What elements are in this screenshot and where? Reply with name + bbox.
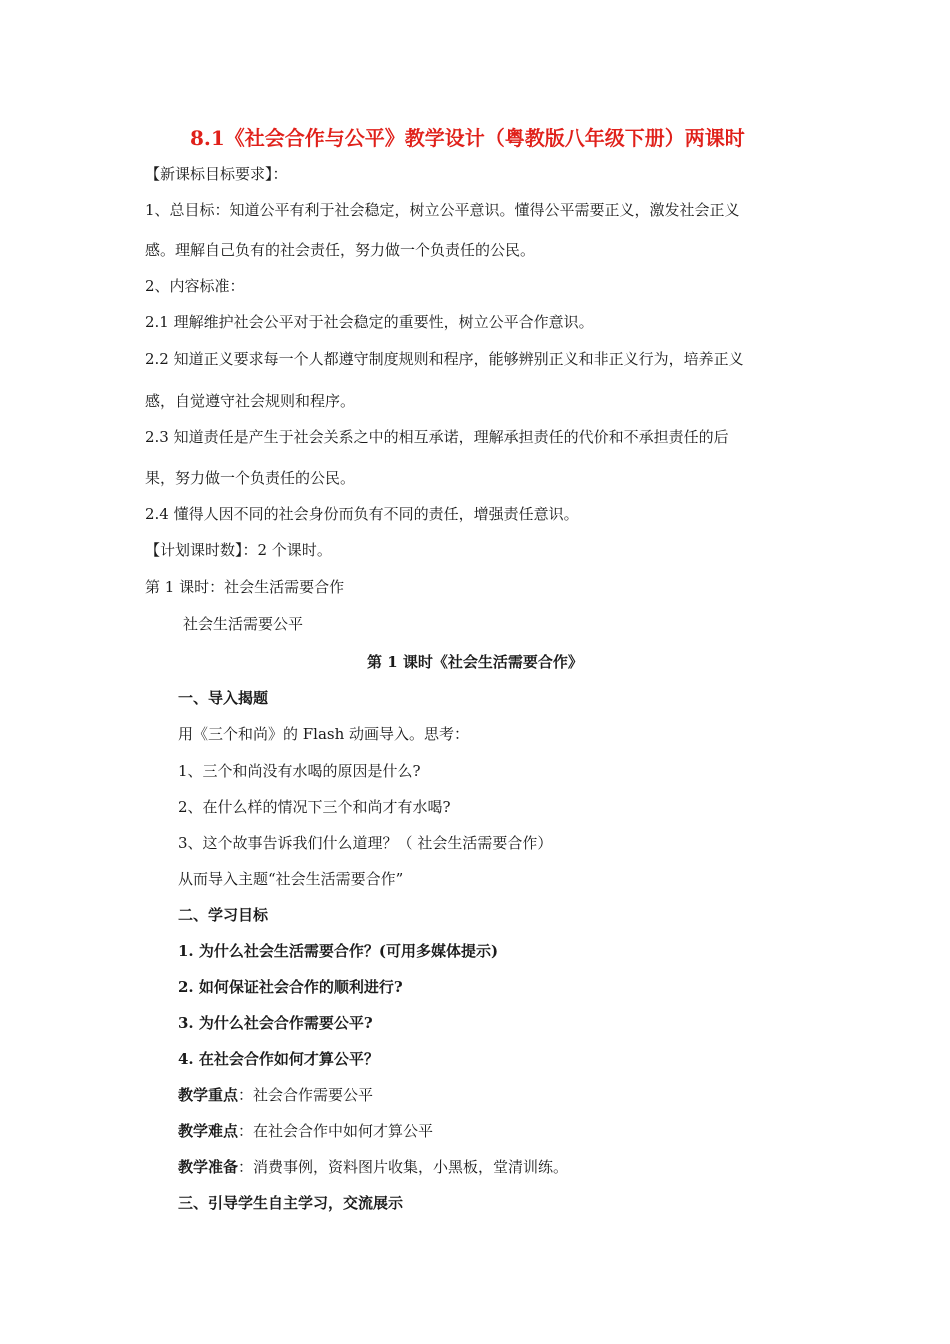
section3-heading: 三、引导学生自主学习，交流展示 bbox=[178, 1194, 404, 1212]
lesson1-label: 第 1 课时：社会生活需要合作 bbox=[145, 578, 345, 596]
key-point bbox=[178, 1085, 373, 1105]
goal-2: 2. 如何保证社会合作的顺利进行? bbox=[178, 978, 403, 996]
document-title: 8.1《社会合作与公平》教学设计（粤教版八年级下册）两课时 bbox=[190, 126, 745, 150]
goal-3: 3. 为什么社会合作需要公平? bbox=[178, 1014, 373, 1032]
lesson2-label: 社会生活需要公平 bbox=[183, 615, 304, 633]
question-3: 3、这个故事告诉我们什么道理？（ 社会生活需要合作） bbox=[178, 834, 553, 852]
standard-2-2-line2: 感，自觉遵守社会规则和程序。 bbox=[145, 392, 356, 410]
overall-goal-line1: 1、总目标：知道公平有利于社会稳定，树立公平意识。懂得公平需要正义，激发社会正义 bbox=[145, 201, 740, 219]
content-standard-heading: 2、内容标准： bbox=[145, 277, 245, 295]
question-2: 2、在什么样的情况下三个和尚才有水喝? bbox=[178, 798, 451, 816]
overall-goal-line2: 感。理解自己负有的社会责任，努力做一个负责任的公民。 bbox=[145, 241, 536, 259]
lesson1-heading: 第 1 课时《社会生活需要合作》 bbox=[367, 653, 583, 671]
preparation-label: 教学准备 bbox=[178, 1158, 239, 1176]
goal-4: 4. 在社会合作如何才算公平？ bbox=[178, 1050, 379, 1068]
difficulty-text: ：在社会合作中如何才算公平 bbox=[238, 1122, 434, 1140]
standard-2-3-line2: 果，努力做一个负责任的公民。 bbox=[145, 469, 356, 487]
intro-text: 用《三个和尚》的 Flash 动画导入。思考： bbox=[178, 725, 470, 743]
standard-2-4: 2.4 懂得人因不同的社会身份而负有不同的责任，增强责任意识。 bbox=[145, 505, 579, 523]
preparation-text: ：消费事例，资料图片收集，小黑板，堂清训练。 bbox=[238, 1158, 569, 1176]
key-point-text: ：社会合作需要公平 bbox=[238, 1086, 374, 1104]
preparation bbox=[178, 1157, 568, 1177]
standard-2-1: 2.1 理解维护社会公平对于社会稳定的重要性，树立公平合作意识。 bbox=[145, 313, 594, 331]
key-point-label: 教学重点 bbox=[178, 1086, 239, 1104]
standard-2-2-line1: 2.2 知道正义要求每一个人都遵守制度规则和程序，能够辨别正义和非正义行为，培养正义 bbox=[145, 350, 744, 368]
section1-heading: 一、导入揭题 bbox=[178, 689, 269, 707]
difficulty bbox=[178, 1121, 433, 1141]
question-1: 1、三个和尚没有水喝的原因是什么? bbox=[178, 762, 421, 780]
difficulty-label: 教学难点 bbox=[178, 1122, 239, 1140]
lead-topic: 从而导入主题“社会生活需要合作” bbox=[178, 870, 404, 888]
standard-2-3-line1: 2.3 知道责任是产生于社会关系之中的相互承诺，理解承担责任的代价和不承担责任的后 bbox=[145, 428, 729, 446]
section2-heading: 二、学习目标 bbox=[178, 906, 269, 924]
goal-1: 1. 为什么社会生活需要合作？(可用多媒体提示) bbox=[178, 942, 499, 960]
standards-heading: 【新课标目标要求】： bbox=[145, 165, 288, 183]
planned-hours: 【计划课时数】：2 个课时。 bbox=[145, 541, 332, 559]
